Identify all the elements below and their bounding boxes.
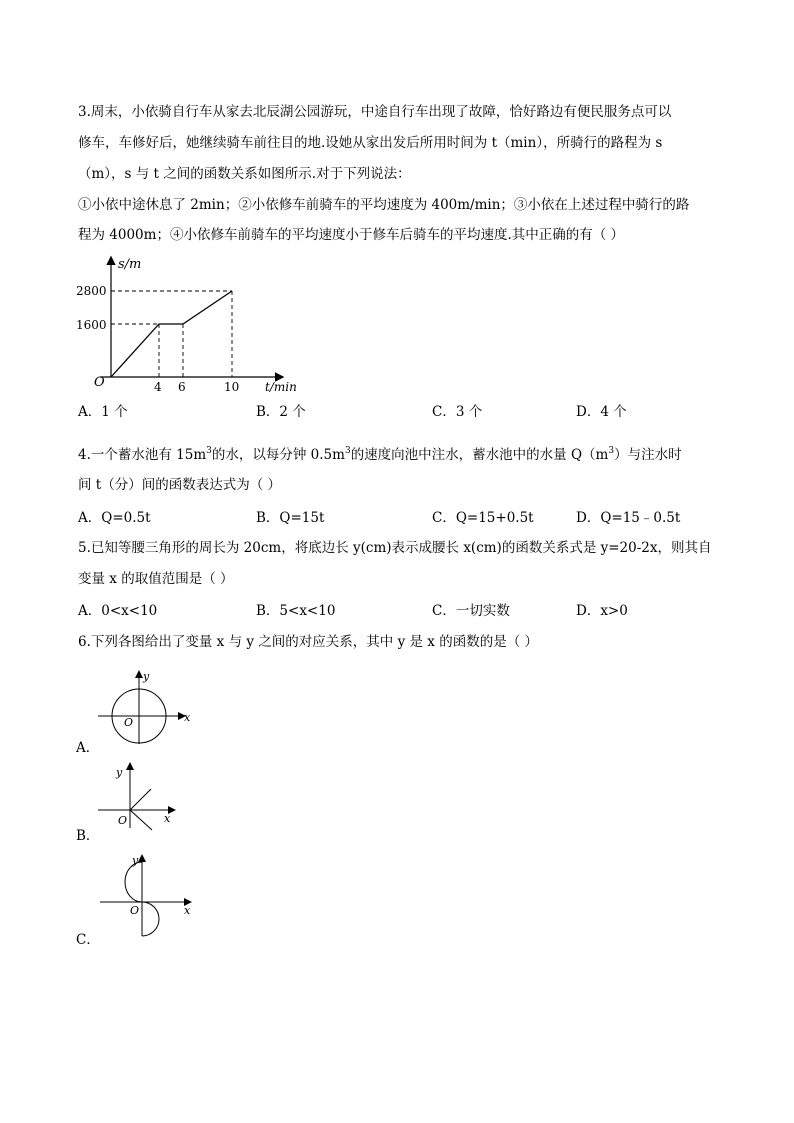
y-tick-2800: 2800 [76,284,107,298]
ray-up [130,789,151,810]
q3-option-b: B．2 个 [256,404,306,420]
q5-line-2: 变量 x 的取值范围是（ ） [78,571,234,587]
q6-figure-a [96,668,196,746]
q4-option-d: D．Q=15﹣0.5t [576,510,681,526]
svg-text:x: x [184,904,191,917]
q6-line: 6.下列各图给出了变量 x 与 y 之间的对应关系，其中 y 是 x 的函数的是（ ） [78,634,538,650]
q4-option-c: C．Q=15+0.5t [432,510,534,526]
svg-text:x: x [164,812,171,825]
q3-line-1: 3.周末，小依骑自行车从家去北辰湖公园游玩，中途自行车出现了故障，恰好路边有便民服务点可以 [78,104,672,120]
y-axis-label: s/m [118,257,142,272]
q5-option-c: C．一切实数 [432,603,510,619]
y-tick-1600: 1600 [76,318,107,332]
q4-line-2: 间 t（分）间的函数表达式为（ ） [78,477,282,493]
q3-line-5: 程为 4000m；④小依修车前骑车的平均速度小于修车后骑车的平均速度.其中正确的有（ ） [78,227,625,243]
upper-semicircle [125,862,142,902]
q3-option-d: D．4 个 [576,404,627,420]
svg-text:O: O [130,904,140,917]
s-t-graph-line [111,291,232,377]
q3-option-a: A．1 个 [78,404,128,420]
q3-line-3: （m），s 与 t 之间的函数关系如图所示.对于下列说法： [78,166,411,182]
q6-option-c-label: C． [76,932,100,948]
q6-option-a-label: A． [76,740,100,756]
svg-text:y: y [143,670,150,683]
q4-option-a: A．Q=0.5t [78,510,151,526]
origin-label: O [94,375,105,390]
q3-line-4: ①小依中途休息了 2min；②小依修车前骑车的平均速度为 400m/min；③小依在上述过程中骑行的路 [78,197,690,213]
q3-option-c: C．3 个 [432,404,483,420]
q6-figure-b [96,760,196,830]
q5-option-b: B．5<x<10 [256,603,336,619]
lower-semicircle [142,902,159,936]
x-axis-label: t/min [265,380,297,394]
svg-text:x: x [184,711,191,724]
x-tick-10: 10 [224,380,240,394]
q3-distance-time-graph [76,252,312,394]
svg-text:y: y [132,854,139,867]
svg-text:y: y [116,766,123,779]
q6-figure-c [96,852,196,938]
ray-down [130,810,152,830]
q4-line-1: 4.一个蓄水池有 $15m^3$的水，以每分钟 $0.5m^3$的速度向池中注水，蓄水池中的水量 $Q(m^3)$与注水时 [78,446,682,463]
q6-option-b-label: B． [76,828,100,844]
x-tick-4: 4 [154,380,162,394]
svg-text:O: O [124,716,134,729]
svg-text:O: O [118,814,128,827]
x-tick-6: 6 [178,380,186,394]
q5-option-a: A．0<x<10 [78,603,158,619]
q3-line-2: 修车，车修好后，她继续骑车前往目的地.设她从家出发后所用时间为 t（min），所骑行的路程为 s [78,135,663,151]
q5-line-1: 5.已知等腰三角形的周长为 20cm，将底边长 y(cm)表示成腰长 x(cm)的函数关系式是 y=20-2x，则其自 [78,540,712,556]
q4-option-b: B．Q=15t [256,510,325,526]
q5-option-d: D．x>0 [576,603,628,619]
